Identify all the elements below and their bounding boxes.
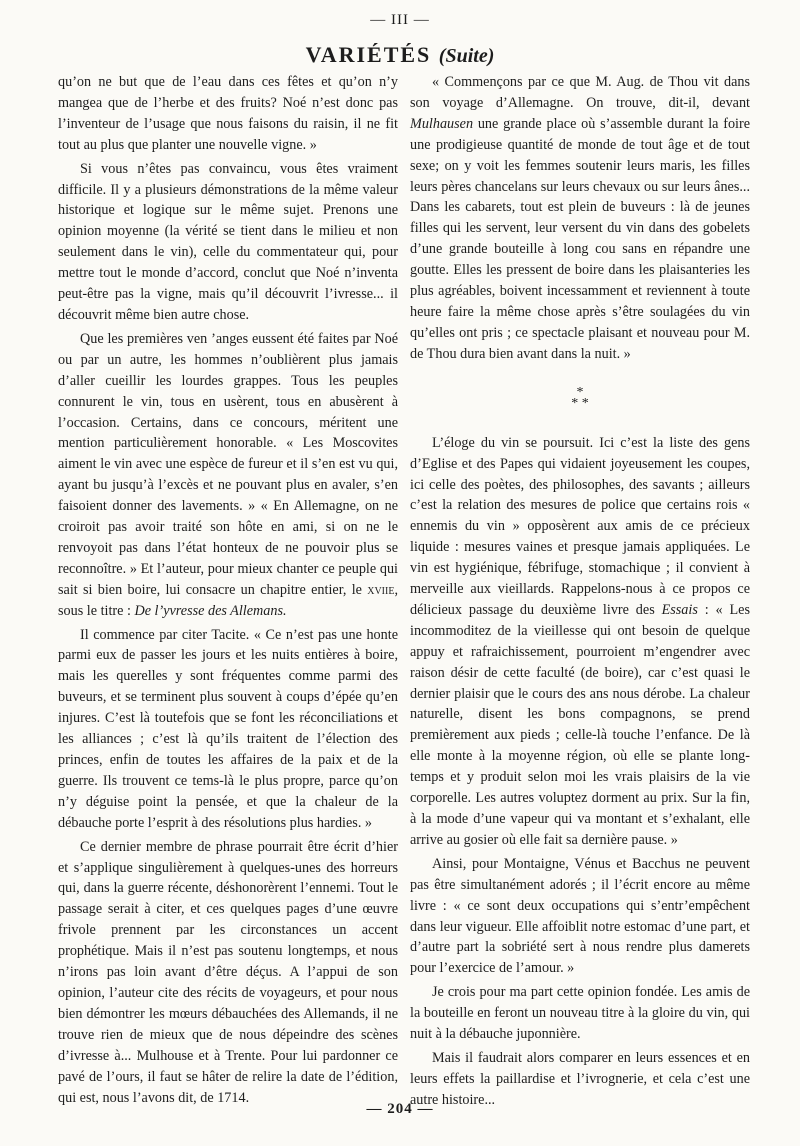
right-paragraph-3: Ainsi, pour Montaigne, Vénus et Bacchus ne peuvent pas être simultanément adorés ; il l’écrit encore au même livre : « ce sont deux occupations qui s’entr’empêchent dans leur vigueur. Elle affoiblit notre estomac d’une part, et d’autre part la sobriété sert à nous rendre plus damerets pour l’exercice de l’amour. »: [410, 855, 750, 977]
right-paragraph-1-start: « Commençons par ce que M. Aug. de Thou vit dans son voyage d’Allemagne. On trouve, dit-il, devant: [410, 74, 750, 111]
right-paragraph-5: Mais il faudrait alors comparer en leurs essences et en leurs effets la paillardise et l’ivrognerie, et cela c’est une autre histoire...: [410, 1049, 750, 1108]
right-column: [410, 72, 750, 1111]
left-paragraph-3: [58, 329, 398, 622]
chapter-title: De l’yvresse des Allemans.: [134, 602, 287, 619]
left-paragraph-4: Il commence par citer Tacite. « Ce n’est pas une honte parmi eux de passer les jours et les nuits entières à boire, mais les querelles y sont fréquentes comme parmi des buveurs, et se terminent plus souvent à coups d’épée qu’en injures. C’est là toutefois que se font les réconciliations et les alliances ; c’est là qu’ils traitent de l’élection des princes, enfin de toutes les affaires de la paix et de la guerre. Ils trouvent ce tems-là le plus propre, parce qu’on n’y déguise point la pensée, et que la chaleur de la débauche porte l’esprit à des résolutions plus hardies. »: [58, 626, 398, 831]
asterism-bottom: * *: [571, 395, 589, 411]
top-page-number: — III —: [370, 12, 430, 28]
asterism-separator: [410, 384, 750, 411]
book-title: Essais: [661, 601, 698, 618]
asterism-top: *: [576, 384, 584, 400]
left-paragraph-2: Si vous n’êtes pas convaincu, vous êtes vraiment difficile. Il y a plusieurs démonstrations de la même valeur historique et logique sur le même sujet. Prenons une opinion moyenne (la vérité se tient dans le milieu et non seulement dans le vin), celle du commentateur qui, pour mettre tout le monde d’accord, conclut que Noé n’inventa peut-être pas la vigne, mais qu’il découvrit l’ivresse... il découvrit même bien autre chose.: [58, 160, 398, 323]
left-paragraph-1: qu’on ne but que de l’eau dans ces fêtes et qu’on n’y mangea que de l’herbe et des fruits? Noé n’est donc pas l’inventeur de l’usage que nous faisons du raisin, il ne fit tout au plus que planter une nouvelle vigne. »: [58, 74, 398, 153]
left-paragraph-3-text: Que les premières ven ’anges eussent été faites par Noé ou par un autre, les hommes n’oublièrent plus jamais d’aller cueillir les lourdes grappes. Tous les peuples connurent le vin, tous en usèrent, tous en abusèrent à l’occasion. Certains, dans ce concours, méritent une mention particulièrement honorable. « Les Moscovites aiment le vin avec une espèce de fureur et il s’en est vu qui, ayant bu jusqu’à l’excès et ne pouvant plus en avaler, s’en faisoient donner des lavements. » « En Allemagne, on ne croiroit pas avoir traité son hôte en ami, si on ne le renvoyoit pas dans l’état honteux de ne pouvoir plus se reconnoître. » Et l’auteur, pour mieux chanter ce peuple qui sait si bien boire, lui consacre un chapitre entier, le: [58, 330, 398, 598]
right-paragraph-4: Je crois pour ma part cette opinion fondée. Les amis de la bouteille en feront un nouveau titre à la gloire du vin, qui nuit à la débauche juponnière.: [410, 984, 750, 1043]
left-paragraph-5: Ce dernier membre de phrase pourrait être écrit d’hier et s’applique singulièrement à quelques-unes des horreurs qui, dans la guerre récente, déshonorèrent l’ennemi. Tout le passage serait à citer, et ces quelques pages d’une œuvre frivole prennent par les circonstances un accent prophétique. Mais il n’est pas soutenu longtemps, et nous n’irons pas loin avant d’être déçus. A l’appui de son opinion, l’auteur cite des récits de voyageurs, et pour nous bien démontrer les mœurs débauchées des Allemands, il ne trouve rien de mieux que de nous dépeindre des scènes d’ivresse à... Mulhouse et à Trente. Pour lui pardonner ce pavé de l’ours, il faut se hâter de relire la date de l’édition, qui est, nous l’avons dit, de 1714.: [58, 838, 398, 1106]
right-paragraph-2: [410, 433, 750, 851]
left-column: [58, 72, 398, 1108]
place-name: Mulhausen: [410, 115, 474, 132]
right-paragraph-1: [410, 72, 750, 365]
right-paragraph-2-end: : « Les incommoditez de la vieillesse qui ont besoin de quelque appuy et rafraichissement, pourroient m’engendrer avec raison désir de cette faculté (de boire), car c’est quasi le dernier plaisir que le cours des ans nous dérobe. La chaleur naturelle, disent les bons compagnons, se prend premièrement aux pieds ; celle-là touche l’enfance. De là elle monte à la moyenne région, où elle se plante long-temps et y produit selon moi les vrais plaisirs de la vie corporelle. Les autres voluptez dorment au prix. Sur la fin, à la mode d’une vapeur qui va montant et s’exhalant, elle arrive au gosier où elle fait sa dernière pause. »: [410, 601, 750, 848]
bottom-page-number: — 204 —: [366, 1101, 434, 1117]
right-paragraph-1-end: une grande place où s’assemble durant la foire une prodigieuse quantité de monde de tout âge et de tout sexe; on y voit les femmes soutenir leurs maris, les filles leurs pères chancelans sur leurs chevaux ou sur leurs ânes... Dans les cabarets, tout est plein de buveurs : là de jeunes filles qui les servent, leur versent du vin dans des gobelets d’une grande bouteille à long cou sans en répandre une goutte. Elles les pressent de boire dans les plaisanteries les plus agréables, boivent incessamment et reviennent à toute heure faire la même chose après s’être soulagées du vin qu’elles ont pris ; ce spectacle plaisant et nouveau pour M. de Thou dura bien avant dans la nuit. »: [410, 115, 750, 362]
section-title-suffix: (Suite): [438, 45, 495, 67]
section-title: [0, 42, 800, 68]
right-paragraph-2-start: L’éloge du vin se poursuit. Ici c’est la liste des gens d’Eglise et des Papes qui vidaient joyeusement les coupes, ici celle des poètes, des philosophes, des savants ; ailleurs c’est la relation des mesures de police que certains rois « ennemis du vin » opposèrent aux amis de ce précieux liquide : mesures vaines et presque jamais appliquées. Le vin est hygiénique, fébrifuge, stomachique ; il convient à merveille aux vieillards. Rappelons-nous à ce propos ce délicieux passage du deuxième livre des: [410, 434, 750, 618]
title-intro: , sous le titre :: [58, 581, 398, 619]
century-label: xviie: [367, 581, 395, 598]
section-title-text: VARIÉTÉS: [305, 42, 432, 67]
